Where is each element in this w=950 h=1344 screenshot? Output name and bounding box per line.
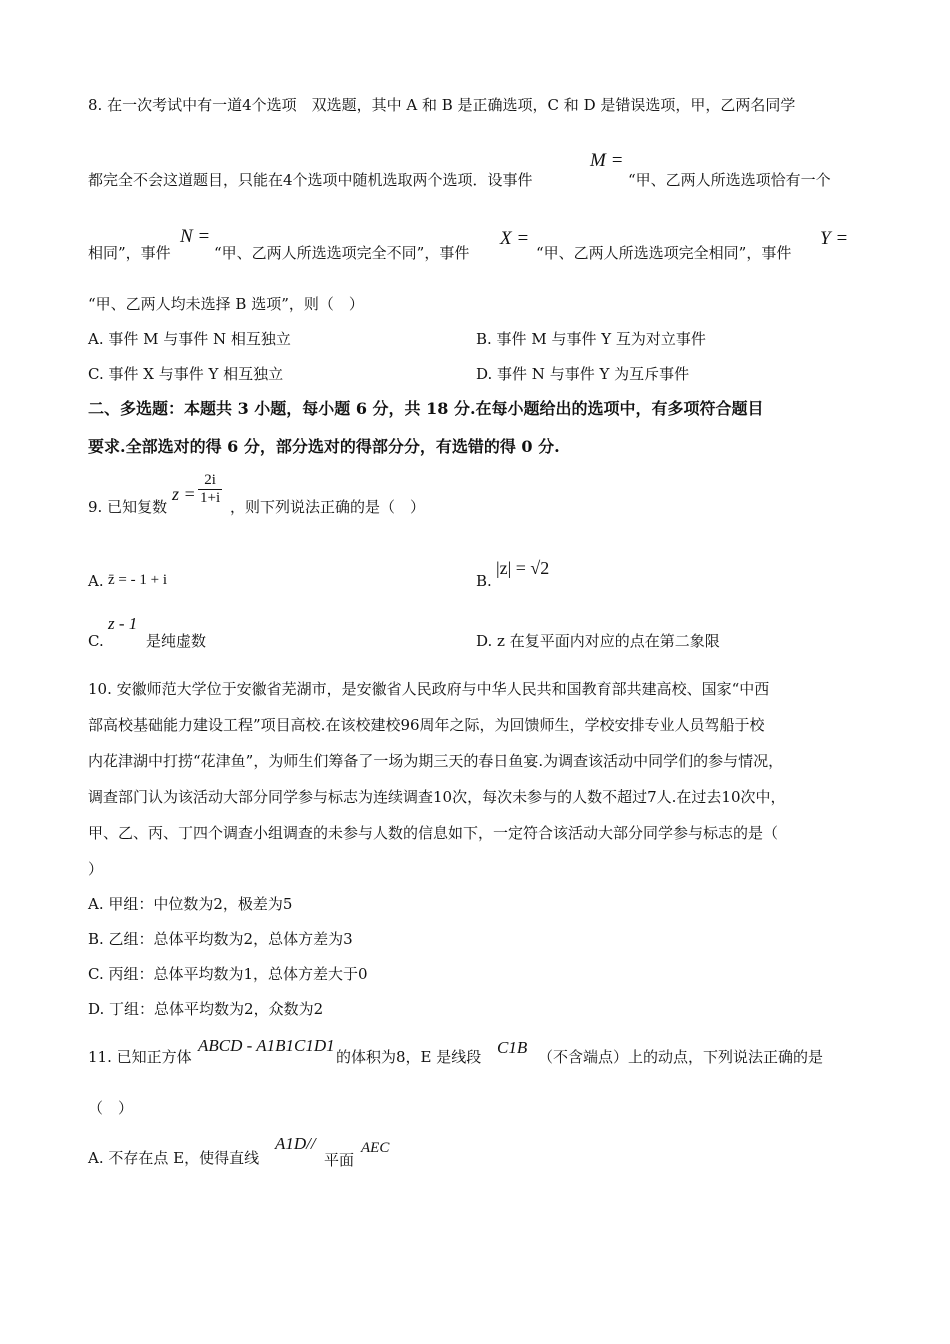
q8-line-2 bbox=[88, 170, 533, 190]
q8-x-equals: X = bbox=[500, 228, 530, 249]
section-heading-line-1: 二、多选题：本题共 3 小题，每小题 6 分，共 18 分.在每小题给出的选项中，有多项符合题目 bbox=[88, 399, 764, 418]
q9-option-b-math: |z| = √2 bbox=[496, 558, 550, 578]
q8-line-2-b: “甲、乙两人所选选项恰有一个 bbox=[628, 171, 831, 189]
q11-stem-c: （不含端点）上的动点，下列说法正确的是 bbox=[538, 1048, 824, 1066]
q10-line-2: 部高校基础能力建设工程”项目高校.在该校建校96周年之际，为回馈师生，学校安排专业人员驾船于校 bbox=[88, 716, 765, 734]
q10-option-a: A. 甲组：中位数为2，极差为5 bbox=[88, 895, 293, 913]
q11-stem-a: 11. 已知正方体 bbox=[88, 1048, 192, 1066]
q9-option-a-math: z̄ = - 1 + i bbox=[108, 572, 167, 588]
q9-option-a-label: A. bbox=[88, 572, 104, 590]
q9-stem-b: ，则下列说法正确的是（ ） bbox=[230, 498, 426, 516]
q8-n-equals: N = bbox=[180, 226, 211, 247]
q11-option-a-math: A1D// bbox=[275, 1134, 316, 1153]
q10-option-b: B. 乙组：总体平均数为2，总体方差为3 bbox=[88, 930, 353, 948]
q8-option-a: A. 事件 M 与事件 N 相互独立 bbox=[88, 330, 291, 348]
q10-line-6: ） bbox=[88, 860, 104, 878]
q11-option-a-aec: AEC bbox=[361, 1140, 390, 1156]
q9-option-c-math: z - 1 bbox=[108, 614, 138, 633]
q8-option-b: B. 事件 M 与事件 Y 互为对立事件 bbox=[476, 330, 706, 348]
q8-line-3-a: 相同”，事件 bbox=[88, 244, 171, 262]
q10-line-4: 调查部门认为该活动大部分同学参与标志为连续调查10次，每次未参与的人数不超过7人.在过去10次中， bbox=[88, 788, 786, 806]
q9-option-c-text: 是纯虚数 bbox=[146, 632, 207, 650]
q11-line-2: （ ） bbox=[88, 1099, 134, 1117]
q10-option-c: C. 丙组：总体平均数为1，总体方差大于0 bbox=[88, 965, 368, 983]
q10-option-d: D. 丁组：总体平均数为2，众数为2 bbox=[88, 1000, 324, 1018]
q8-line-3-b: “甲、乙两人所选选项完全不同”，事件 bbox=[214, 244, 470, 262]
q8-line-2-text: 都完全不会这道题目，只能在4个选项中随机选取两个选项．设事件 bbox=[88, 171, 533, 189]
section-heading-line-2: 要求.全部选对的得 6 分，部分选对的得部分分，有选错的得 0 分. bbox=[88, 437, 560, 456]
q10-line-3: 内花津湖中打捞“花津鱼”，为师生们筹备了一场为期三天的春日鱼宴.为调查该活动中同学们的参与情况， bbox=[88, 752, 784, 770]
q10-line-5: 甲、乙、丙、丁四个调查小组调查的未参与人数的信息如下，一定符合该活动大部分同学参与标志的是（ bbox=[88, 824, 779, 842]
q10-line-1: 10. 安徽师范大学位于安徽省芜湖市，是安徽省人民政府与中华人民共和国教育部共建高校、国家“中西 bbox=[88, 680, 770, 698]
q8-line-1: 8. 在一次考试中有一道4个选项 双选题，其中 A 和 B 是正确选项，C 和 D 是错误选项，甲，乙两名同学 bbox=[88, 96, 796, 114]
q8-option-d: D. 事件 N 与事件 Y 为互斥事件 bbox=[476, 365, 690, 383]
q8-line-4: “甲、乙两人均未选择 B 选项”，则（ ） bbox=[88, 295, 364, 313]
q9-numerator: 2i bbox=[198, 472, 222, 490]
q11-option-a-plane: 平面 bbox=[324, 1151, 355, 1169]
q11-cube-name: ABCD - A1B1C1D1 bbox=[198, 1036, 335, 1055]
q8-line-3-c: “甲、乙两人所选选项完全相同”，事件 bbox=[536, 244, 792, 262]
q11-stem-b: 的体积为8，E 是线段 bbox=[336, 1048, 482, 1066]
q8-m-equals: M = bbox=[590, 150, 624, 171]
q9-option-c-label: C. bbox=[88, 632, 104, 650]
q9-option-d: D. z 在复平面内对应的点在第二象限 bbox=[476, 632, 720, 650]
q9-denominator: 1+i bbox=[200, 490, 221, 506]
q8-y-equals: Y = bbox=[820, 228, 849, 249]
q11-segment: C1B bbox=[497, 1038, 528, 1057]
q9-z-equals: z = bbox=[172, 484, 196, 504]
q9-option-b-label: B. bbox=[476, 572, 492, 590]
q9-stem-a: 9. 已知复数 bbox=[88, 498, 168, 516]
q11-option-a-text: A. 不存在点 E，使得直线 bbox=[88, 1149, 260, 1167]
q8-option-c: C. 事件 X 与事件 Y 相互独立 bbox=[88, 365, 284, 383]
q9-fraction bbox=[198, 472, 222, 507]
